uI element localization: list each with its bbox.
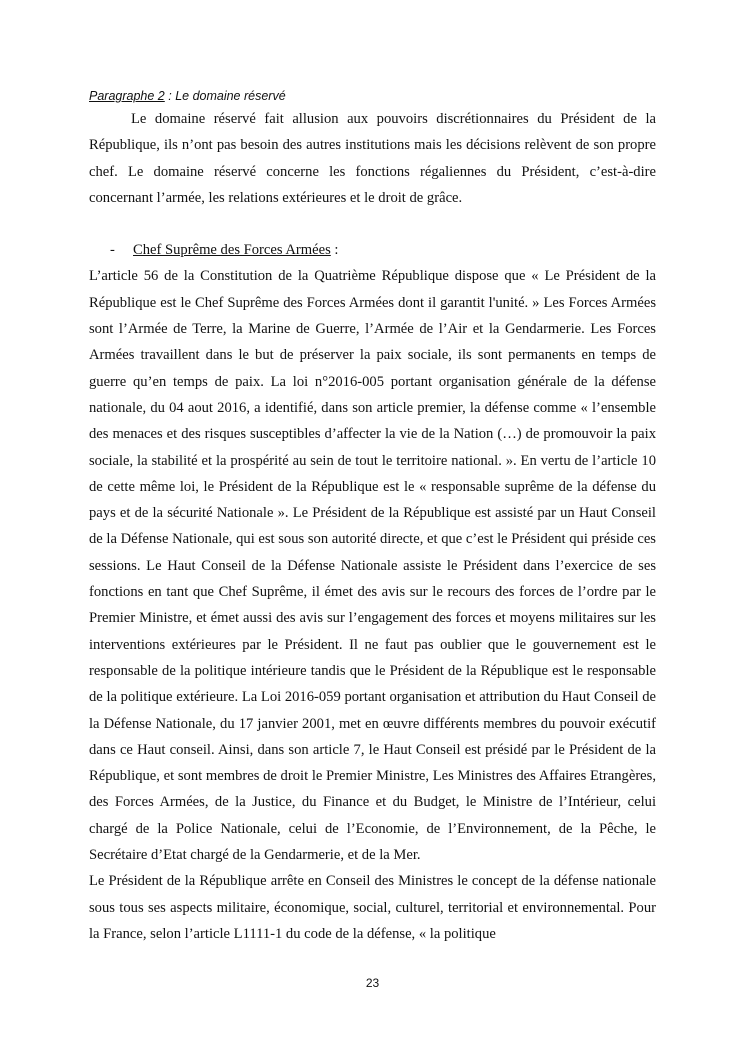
intro-paragraph: Le domaine réservé fait allusion aux pouvoirs discrétionnaires du Président de la République, ils n’ont pas besoin des autres institutions mais les décisions relèvent de son propre chef. Le domaine réservé concerne les fonctions régaliennes du Président, c’est-à-dire concernant l’armée, les relations extérieures et le droit de grâce. <box>89 111 656 206</box>
bullet-dash: - <box>110 242 115 259</box>
page-number: 23 <box>365 976 380 990</box>
document-page <box>89 86 656 947</box>
section-label: Paragraphe 2 <box>89 89 165 103</box>
section-title: Le domaine réservé <box>175 89 286 103</box>
section-heading <box>89 86 656 106</box>
body-paragraph-article-56: L’article 56 de la Constitution de la Quatrième République dispose que « Le Président de la République est le Chef Suprême des Forces Armées dont il garantit l'unité. » Les Forces Armées sont l’Armée de Terre, la Marine de Guerre, l’Armée de l’Air et la Gendarmerie. Les Forces Armées travaillent dans le but de préserver la paix sociale, ils sont permanents en temps de guerre qu’en temps de paix. La loi n°2016-005 portant organisation générale de la défense nationale, du 04 aout 2016, a identifié, dans son article premier, la défense comme « l’ensemble des menaces et des risques susceptibles d’affecter la vie de la Nation (…) de promouvoir la paix sociale, la stabilité et la prospérité au sein de tout le territoire national. ». En vertu de l’article 10 de cette même loi, le Président de la République est le « responsable suprême de la défense du pays et de la sécurité Nationale ». Le Président de la République est assisté par un Haut Conseil de la Défense Nationale, qui est sous son autorité directe, et que c’est le Président qui préside ces sessions. Le Haut Conseil de la Défense Nationale assiste le Président dans l’exercice de ses fonctions en tant que Chef Suprême, il émet des avis sur le recours des forces de l’ordre par le Premier Ministre, et émet aussi des avis sur l’engagement des forces et moyens militaires sur les interventions extérieures par le Président. Il ne faut pas oublier que le gouvernement est le responsable de la politique intérieure tandis que le Président de la République est le responsable de la politique extérieure. La Loi 2016-059 portant organisation et attribution du Haut Conseil de la Défense Nationale, du 17 janvier 2001, met en œuvre différents membres du pouvoir exécutif dans ce Haut conseil. Ainsi, dans son article 7, le Haut Conseil est présidé par le Président de la République, et sont membres de droit le Premier Ministre, Les Ministres des Affaires Etrangères, des Forces Armées, de la Justice, du Finance et du Budget, le Ministre de l’Intérieur, celui chargé de la Police Nationale, celui de l’Economie, de l’Environnement, de la Pêche, le Secrétaire d’Etat chargé de la Gendarmerie, et de la Mer. <box>89 268 656 864</box>
bullet-heading <box>89 237 656 263</box>
body-paragraph-defense-concept: Le Président de la République arrête en Conseil des Ministres le concept de la défense nationale sous tous ses aspects militaire, économique, social, culturel, territorial et environnemental. Pour la France, selon l’article L1111-1 du code de la défense, « la politique <box>89 873 656 942</box>
bullet-suffix: : <box>330 242 339 259</box>
paragraph-spacer <box>89 211 656 237</box>
bullet-title: Chef Suprême des Forces Armées <box>133 242 331 259</box>
section-separator: : <box>164 89 176 103</box>
